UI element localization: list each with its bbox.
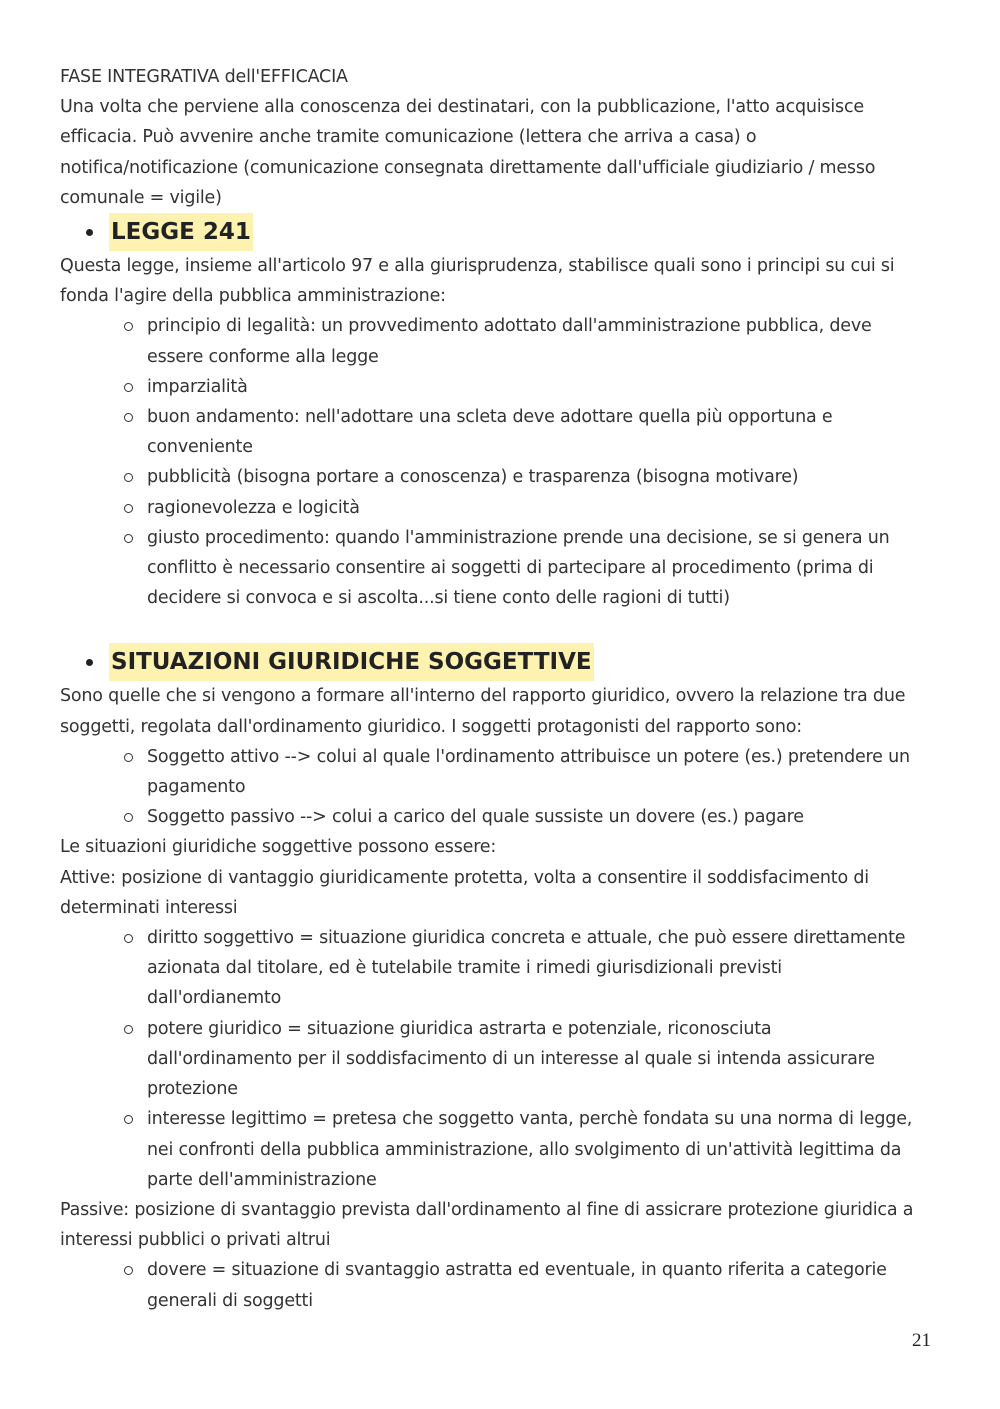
circle-bullet-icon — [124, 1266, 133, 1275]
principles-list — [60, 311, 940, 613]
circle-bullet-icon — [124, 383, 133, 392]
list-item: potere giuridico = situazione giuridica astrarta e potenziale, riconosciuta dall'ordinamento per il soddisfacimento di un interesse al quale si intenda assicurare protezione — [147, 1014, 940, 1105]
circle-bullet-icon — [124, 934, 133, 943]
text-line: Attive: posizione di vantaggio giuridicamente protetta, volta a consentire il soddisfacimento di — [60, 867, 869, 888]
circle-bullet-icon — [124, 322, 133, 331]
bullet-icon — [86, 229, 93, 236]
text-line: determinati interessi — [60, 897, 238, 918]
circle-bullet-icon — [124, 1025, 133, 1034]
bullet-icon — [86, 659, 93, 666]
list-item: diritto soggettivo = situazione giuridica concreta e attuale, che può essere direttamente azionata dal titolare, ed è tutelabile tramite i rimedi giurisdizionali previsti dall'ordianemto — [147, 923, 940, 1014]
list-item: principio di legalità: un provvedimento adottato dall'amministrazione pubblica, deve essere conforme alla legge — [147, 311, 940, 371]
text-line: comunale = vigile) — [60, 187, 222, 208]
circle-bullet-icon — [124, 813, 133, 822]
text-line: efficacia. Può avvenire anche tramite comunicazione (lettera che arriva a casa) o — [60, 127, 757, 148]
situations-paragraph — [60, 832, 940, 923]
list-item: pubblicità (bisogna portare a conoscenza) e trasparenza (bisogna motivare) — [147, 462, 940, 492]
section-heading-situazioni — [60, 643, 940, 681]
list-item: dovere = situazione di svantaggio astratta ed eventuale, in quanto riferita a categorie generali di soggetti — [147, 1255, 940, 1315]
list-item: buon andamento: nell'adottare una scleta deve adottare quella più opportuna e conveniente — [147, 402, 940, 462]
page-number: 21 — [912, 1330, 931, 1351]
list-item: ragionevolezza e logicità — [147, 493, 940, 523]
list-item: Soggetto passivo --> colui a carico del quale sussiste un dovere (es.) pagare — [147, 802, 940, 832]
text-line: Sono quelle che si vengono a formare all'interno del rapporto giuridico, ovvero la relazione tra due — [60, 686, 906, 707]
intro-paragraph — [60, 92, 940, 213]
text-line: notifica/notificazione (comunicazione consegnata direttamente dall'ufficiale giudiziario / messo — [60, 157, 876, 178]
text-line: interessi pubblici o privati altrui — [60, 1230, 331, 1251]
circle-bullet-icon — [124, 534, 133, 543]
circle-bullet-icon — [124, 1115, 133, 1124]
list-item: interesse legittimo = pretesa che soggetto vanta, perchè fondata su una norma di legge, nei confronti della pubblica amministrazione, allo svolgimento di un'attività legittima da parte dell'amministrazione — [147, 1104, 940, 1195]
text-line: Passive: posizione di svantaggio prevista dall'ordinamento al fine di assicrare protezione giuridica a — [60, 1199, 914, 1220]
circle-bullet-icon — [124, 753, 133, 762]
list-item: giusto procedimento: quando l'amministrazione prende una decisione, se si genera un conflitto è necessario consentire ai soggetti di partecipare al procedimento (prima di decidere si convoca e si ascolta...si tiene conto delle ragioni di tutti) — [147, 523, 940, 614]
section-heading-legge — [60, 213, 940, 251]
list-item: imparzialità — [147, 372, 940, 402]
list-item: Soggetto attivo --> colui al quale l'ordinamento attribuisce un potere (es.) pretendere un pagamento — [147, 742, 940, 802]
heading-text: SITUAZIONI GIURIDICHE SOGGETTIVE — [109, 643, 594, 681]
circle-bullet-icon — [124, 413, 133, 422]
document-body — [60, 62, 940, 1316]
text-line: Le situazioni giuridiche soggettive possono essere: — [60, 837, 497, 858]
text-line: soggetti, regolata dall'ordinamento giuridico. I soggetti protagonisti del rapporto sono: — [60, 716, 802, 737]
passive-paragraph — [60, 1195, 940, 1255]
active-situations-list — [60, 923, 940, 1195]
section2-paragraph — [60, 681, 940, 741]
passive-situations-list — [60, 1255, 940, 1315]
text-line: fonda l'agire della pubblica amministrazione: — [60, 286, 446, 307]
text-line: Una volta che perviene alla conoscenza dei destinatari, con la pubblicazione, l'atto acquisisce — [60, 97, 864, 118]
circle-bullet-icon — [124, 473, 133, 482]
intro-title: FASE INTEGRATIVA dell'EFFICACIA — [60, 67, 348, 87]
heading-text: LEGGE 241 — [109, 213, 253, 251]
section1-paragraph — [60, 251, 940, 311]
text-line: Questa legge, insieme all'articolo 97 e alla giurisprudenza, stabilisce quali sono i principi su cui si — [60, 256, 895, 277]
circle-bullet-icon — [124, 504, 133, 513]
subjects-list — [60, 742, 940, 833]
